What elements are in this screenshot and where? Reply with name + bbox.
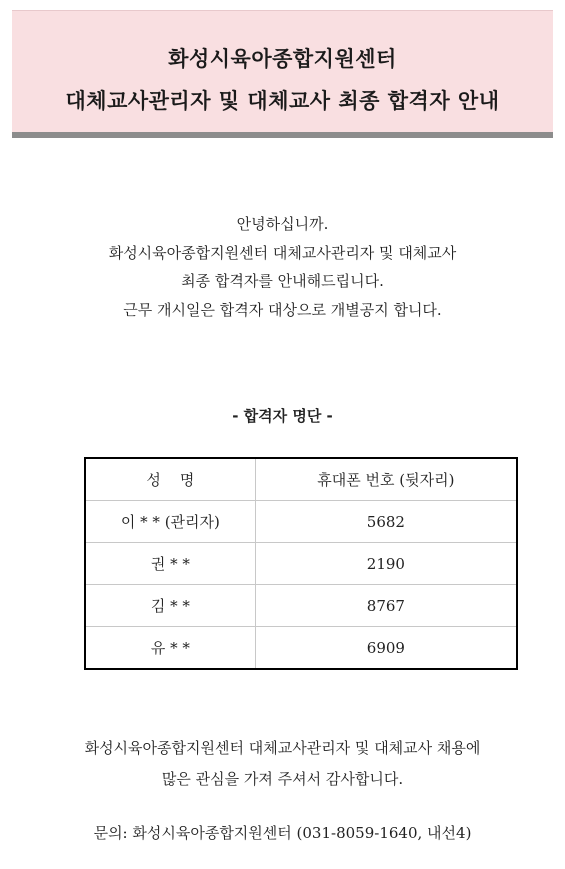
intro-line-announce: 최종 합격자를 안내해드립니다. — [181, 272, 384, 290]
intro-line-start-date: 근무 개시일은 합격자 대상으로 개별공지 합니다. — [123, 300, 442, 319]
table-row — [85, 501, 517, 543]
cell-name: 이 * * (관리자) — [85, 501, 255, 543]
cell-name: 권 * * — [85, 543, 255, 585]
cell-name: 김 * * — [85, 585, 255, 627]
list-title: - 합격자 명단 - — [232, 407, 333, 425]
table-header-row — [85, 458, 517, 501]
cell-name: 유 * * — [85, 627, 255, 670]
closing-line-thanks-2: 많은 관심을 가져 주셔서 감사합니다. — [161, 770, 404, 788]
header-banner — [12, 10, 553, 132]
column-header-name: 성 명 — [85, 458, 255, 501]
contact-info: 문의: 화성시육아종합지원센터 (031-8059-1640, 내선4) — [93, 824, 472, 842]
intro-text — [0, 210, 565, 324]
column-header-phone: 휴대폰 번호 (뒷자리) — [255, 458, 517, 501]
cell-phone: 2190 — [255, 543, 517, 585]
cell-phone: 6909 — [255, 627, 517, 670]
closing-line-thanks-1: 화성시육아종합지원센터 대체교사관리자 및 대체교사 채용에 — [84, 739, 481, 757]
header-divider-bar — [12, 132, 553, 138]
cell-phone: 5682 — [255, 501, 517, 543]
table-row — [85, 543, 517, 585]
cell-phone: 8767 — [255, 585, 517, 627]
intro-line-greeting: 안녕하십니까. — [236, 215, 329, 233]
header-title-org: 화성시육아종합지원센터 — [168, 47, 397, 71]
closing-text — [0, 733, 565, 795]
table-row — [85, 585, 517, 627]
results-table — [84, 457, 518, 670]
header-title-notice: 대체교사관리자 및 대체교사 최종 합격자 안내 — [65, 89, 500, 113]
intro-line-org: 화성시육아종합지원센터 대체교사관리자 및 대체교사 — [108, 243, 457, 262]
table-row — [85, 627, 517, 670]
